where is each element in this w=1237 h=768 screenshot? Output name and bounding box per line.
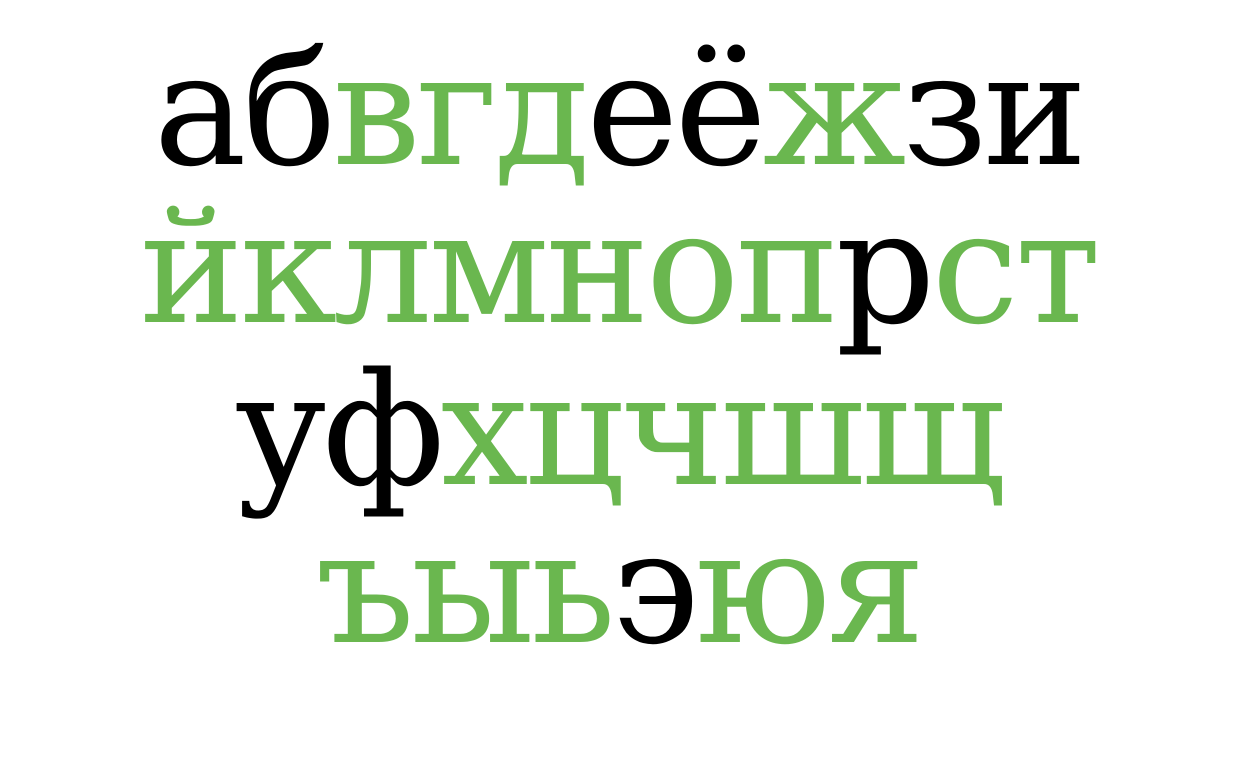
letter: з: [902, 19, 984, 201]
letter: м: [428, 177, 546, 359]
letter: ц: [524, 339, 621, 521]
letter: и: [983, 19, 1084, 201]
letter: я: [827, 497, 922, 679]
letter: р: [835, 177, 932, 359]
letter: е: [586, 19, 675, 201]
letter: ъ: [315, 497, 411, 679]
letter: ф: [322, 339, 441, 521]
letter: й: [139, 177, 240, 359]
letter: в: [332, 19, 417, 201]
letter: ё: [674, 19, 763, 201]
letter: д: [494, 19, 587, 201]
letter: ь: [530, 497, 612, 679]
letter: н: [545, 177, 646, 359]
letter: х: [440, 339, 525, 521]
letter: к: [239, 177, 334, 359]
letter: ы: [410, 497, 531, 679]
letter: о: [645, 177, 736, 359]
letter: ю: [695, 497, 828, 679]
letter: с: [931, 177, 1015, 359]
alphabet-row-2: [0, 177, 1237, 359]
letter: э: [611, 497, 696, 679]
alphabet-row-3: [0, 339, 1237, 521]
alphabet-row-4: [0, 497, 1237, 679]
letter: ж: [762, 19, 903, 201]
alphabet-row-1: [0, 19, 1237, 201]
letter: щ: [861, 339, 1003, 521]
letter: ш: [720, 339, 862, 521]
letter: п: [735, 177, 836, 359]
letter: т: [1014, 177, 1098, 359]
letter: а: [153, 19, 243, 201]
letter: б: [242, 19, 333, 201]
letter: г: [416, 19, 495, 201]
letter: ч: [621, 339, 721, 521]
letter: у: [234, 339, 323, 521]
letter: л: [333, 177, 429, 359]
